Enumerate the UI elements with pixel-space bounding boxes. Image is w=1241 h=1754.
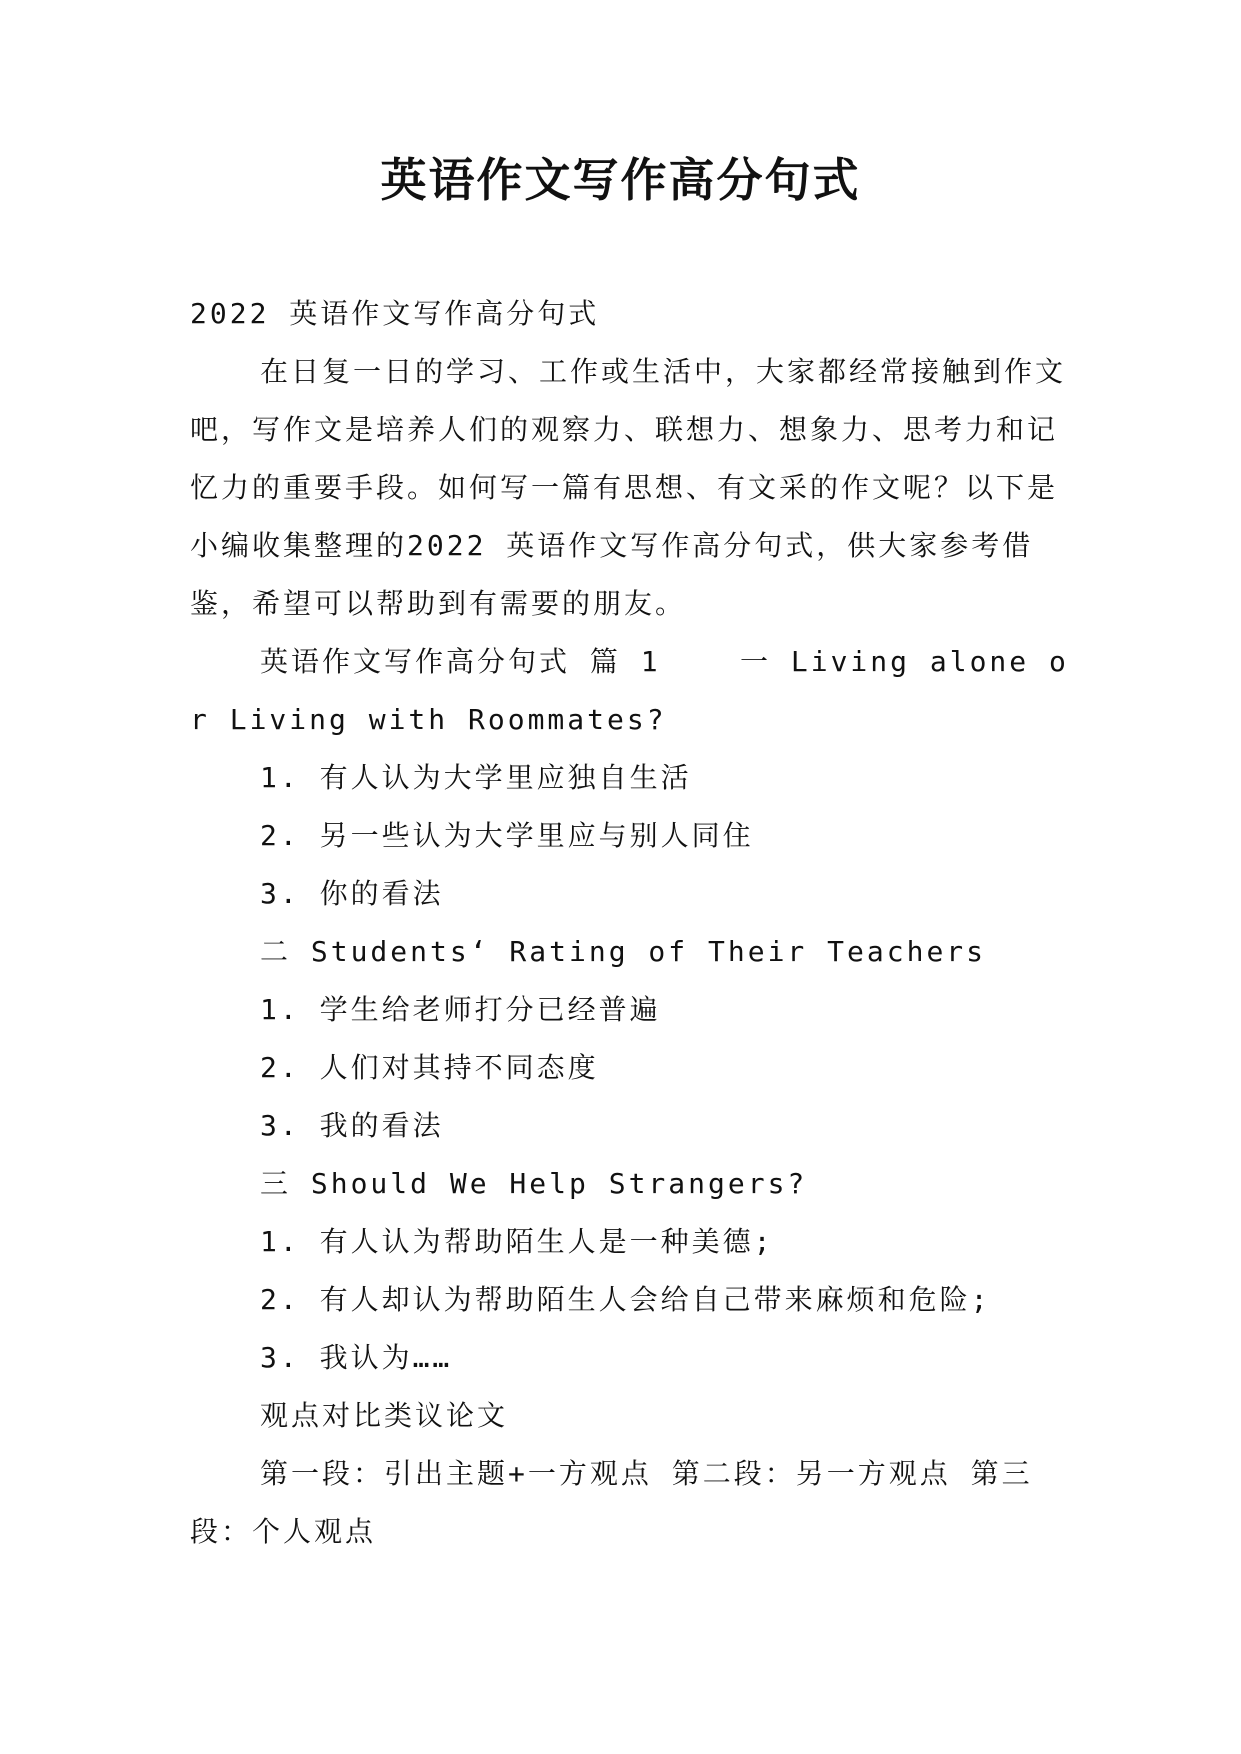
list-item: 1. 学生给老师打分已经普遍 bbox=[260, 993, 661, 1026]
section-heading-3: 三 Should We Help Strangers? bbox=[260, 1167, 808, 1200]
list-item: 3. 你的看法 bbox=[260, 877, 444, 910]
list-item: 3. 我的看法 bbox=[260, 1109, 444, 1142]
list-item: 2. 另一些认为大学里应与别人同住 bbox=[260, 819, 754, 852]
list-item: 3. 我认为…… bbox=[260, 1341, 453, 1374]
list-item: 1. 有人认为大学里应独自生活 bbox=[260, 761, 692, 794]
document-title: 英语作文写作高分句式 bbox=[380, 153, 861, 207]
subtitle-line: 2022 英语作文写作高分句式 bbox=[190, 297, 600, 330]
section-heading-1: 英语作文写作高分句式 篇 1 一 Living alone or Living with Roommates? bbox=[190, 645, 1069, 736]
document-body bbox=[190, 285, 1070, 1561]
essay-structure-line: 第一段：引出主题+一方观点 第二段：另一方观点 第三段：个人观点 bbox=[190, 1457, 1033, 1548]
list-item: 1. 有人认为帮助陌生人是一种美德; bbox=[260, 1225, 774, 1258]
essay-type-heading: 观点对比类议论文 bbox=[260, 1399, 509, 1432]
list-item: 2. 有人却认为帮助陌生人会给自己带来麻烦和危险; bbox=[260, 1283, 991, 1316]
section-heading-2: 二 Students‘ Rating of Their Teachers bbox=[260, 935, 987, 968]
intro-paragraph: 在日复一日的学习、工作或生活中，大家都经常接触到作文吧，写作文是培养人们的观察力、联想力、想象力、思考力和记忆力的重要手段。如何写一篇有思想、有文采的作文呢？以下是小编收集整理的2022 英语作文写作高分句式，供大家参考借鉴，希望可以帮助到有需要的朋友。 bbox=[190, 355, 1067, 620]
list-item: 2. 人们对其持不同态度 bbox=[260, 1051, 599, 1084]
